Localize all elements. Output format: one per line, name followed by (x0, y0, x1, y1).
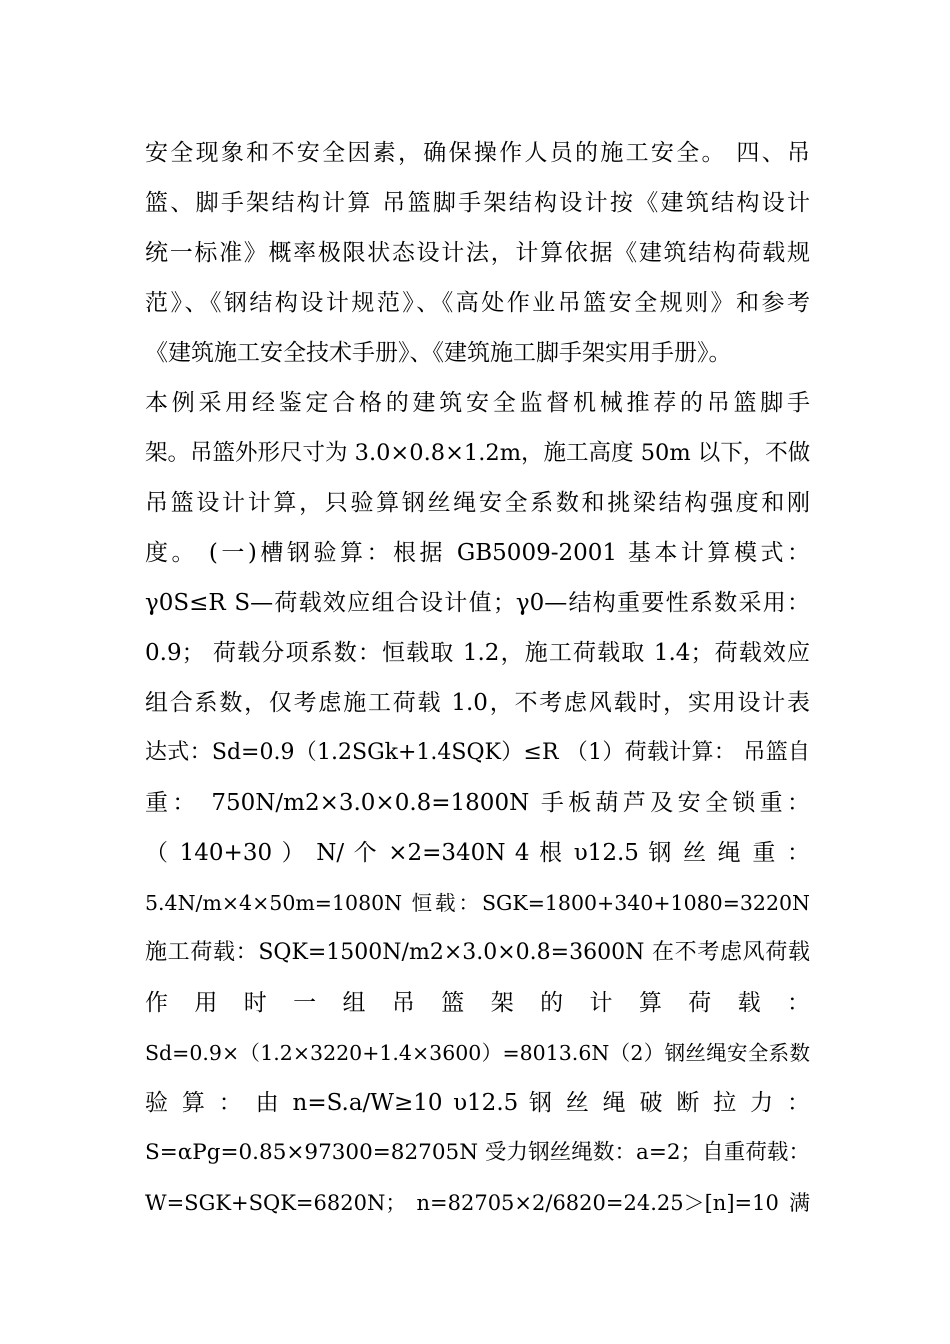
body-text (145, 128, 810, 1228)
text-line: 作 用 时 一 组 吊 篮 架 的 计 算 荷 载 ： (145, 990, 810, 1016)
text-line: 0.9； 荷载分项系数：恒载取 1.2，施工荷载取 1.4；荷载效应 (145, 640, 810, 666)
text-line: 本例采用经鉴定合格的建筑安全监督机械推荐的吊篮脚手 (145, 390, 810, 416)
text-line: 施工荷载：SQK=1500N/m2×3.0×0.8=3600N 在不考虑风荷载 (145, 940, 810, 965)
text-line: 架。吊篮外形尺寸为 3.0×0.8×1.2m，施工高度 50m 以下，不做 (145, 440, 810, 466)
text-line: 度。 (一)槽钢验算：根据 GB5009-2001 基本计算模式： (145, 540, 810, 566)
text-line: 吊篮设计计算，只验算钢丝绳安全系数和挑梁结构强度和刚 (145, 490, 810, 516)
text-line: S=αPg=0.85×97300=82705N 受力钢丝绳数：a=2；自重荷载： (145, 1140, 810, 1165)
text-line: 重： 750N/m2×3.0×0.8=1800N 手板葫芦及安全锁重： (145, 790, 810, 816)
text-line: W=SGK+SQK=6820N； n=82705×2/6820=24.25＞[n]=10 满 (145, 1191, 810, 1215)
text-line: 达式：Sd=0.9（1.2SGk+1.4SQK）≤R （1）荷载计算： 吊篮自 (145, 740, 810, 765)
text-line: 统一标准》概率极限状态设计法，计算依据《建筑结构荷载规 (145, 240, 810, 266)
text-line: 范》、《钢结构设计规范》、《高处作业吊篮安全规则》和参考 (145, 290, 810, 316)
text-line: γ0S≤R S—荷载效应组合设计值；γ0—结构重要性系数采用： (145, 590, 810, 616)
text-line: （ 140+30 ） N/ 个 ×2=340N 4 根 υ12.5 钢 丝 绳 重 ： (145, 840, 810, 866)
text-line: 篮、脚手架结构计算 吊篮脚手架结构设计按《建筑结构设计 (145, 190, 810, 216)
text-line: 5.4N/m×4×50m=1080N 恒载：SGK=1800+340+1080=3220N (145, 891, 810, 915)
text-line: 验 算 ： 由 n=S.a/W≥10 υ12.5 钢 丝 绳 破 断 拉 力 ： (145, 1090, 810, 1116)
text-line: Sd=0.9×（1.2×3220+1.4×3600）=8013.6N（2）钢丝绳安全系数 (145, 1041, 810, 1065)
text-line: 安全现象和不安全因素，确保操作人员的施工安全。 四、吊 (145, 140, 810, 166)
text-line: 组合系数，仅考虑施工荷载 1.0，不考虑风载时，实用设计表 (145, 690, 810, 716)
text-line: 《建筑施工安全技术手册》、《建筑施工脚手架实用手册》。 (145, 340, 732, 366)
